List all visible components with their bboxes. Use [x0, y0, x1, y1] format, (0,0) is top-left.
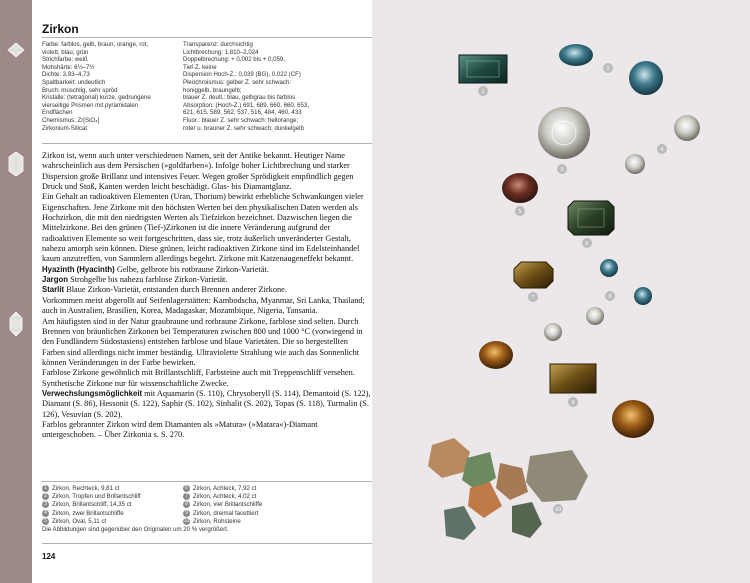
legend-left-column: [42, 485, 141, 526]
legend-number: 10: [183, 517, 190, 524]
legend-number: 3: [42, 501, 49, 508]
legend-text: Zirkon, Oval, 5,11 ct: [52, 517, 107, 525]
gem-8-four-brilliants: [544, 259, 652, 341]
legend-item: [42, 501, 141, 509]
svg-text:1: 1: [481, 89, 485, 95]
property-line: Kristalle: (tetragonal) kurze, gedrungene: [42, 94, 151, 102]
legend-number: 6: [183, 485, 190, 492]
tetragonal-crystal-icon: [6, 310, 26, 338]
gem-6-octagon: [568, 201, 614, 235]
svg-text:3: 3: [560, 167, 564, 173]
property-line: Lichtbrechung: 1,810–2,024: [183, 48, 259, 56]
svg-text:6: 6: [585, 241, 589, 247]
property-line: Transparenz: durchsichtig: [183, 41, 253, 48]
octahedron-crystal-icon: [6, 40, 26, 60]
variety-entry: [42, 285, 372, 295]
legend-item: [183, 501, 262, 509]
svg-text:10: 10: [554, 507, 562, 513]
property-line: Bruch: muschlig, sehr spröd: [42, 86, 118, 94]
property-line: Pleochroismus: gelber Z. sehr schwach:: [183, 78, 292, 86]
paragraph: Vorkommen meist abgerollt auf Seifenlagerstätten: Kambodscha, Myanmar, Sri Lanka, Thailand; auch in Australien, Brasilien, Korea, Madagaskar, Mozambique, Nigeria, Tansania.: [42, 295, 365, 316]
svg-text:2: 2: [606, 66, 610, 72]
variety-name: Jargon: [42, 275, 68, 285]
legend-number: 4: [42, 510, 49, 517]
variety-entry: [42, 275, 372, 285]
confusion-label: Verwechslungsmöglichkeit: [42, 388, 143, 398]
property-line: Chemismus: Zr[SiO₄]: [42, 116, 100, 124]
property-line: Spaltbarkeit: undeutlich: [42, 78, 106, 86]
svg-text:5: 5: [518, 209, 522, 215]
legend-text: Zirkon, Achteck, 4,02 ct: [193, 493, 257, 501]
book-spine: [0, 0, 32, 583]
property-line: violett, blau, grün: [42, 48, 89, 56]
legend-text: Zirkon, dreimal facettiert: [193, 509, 259, 517]
property-line: roter u. brauner Z. sehr schwach: dunkelgelb: [183, 124, 304, 132]
gem-5-oval: [502, 173, 538, 203]
svg-text:8: 8: [608, 294, 612, 300]
property-line: Absorption: (Hoch-Z.) 691, 689, 660, 660, 653,: [183, 101, 310, 109]
gem-3-brilliant: [538, 107, 590, 159]
property-line: Dichte: 3,93–4,73: [42, 71, 90, 79]
property-line: vierseitige Prismen mit pyramidalen: [42, 101, 139, 109]
property-line: Strichfarbe: weiß: [42, 56, 88, 64]
gemstone-illustration: [372, 0, 750, 583]
gem-7-octagon: [514, 262, 553, 288]
property-line: Mohshärte: 6½–7½: [42, 63, 95, 71]
legend-item: [183, 485, 262, 493]
gem-9-three-facetted: [479, 341, 654, 438]
legend-text: Zirkon, vier Brillantschliffe: [193, 501, 263, 509]
title-divider: [42, 37, 374, 38]
paragraph: Farblos gebrannter Zirkon wird dem Diamanten als »Matura« (»Matara«)-Diamant untergeschoben. – Über Zirkonia s. S. 270.: [42, 419, 318, 440]
legend-number: 7: [183, 493, 190, 500]
svg-text:4: 4: [660, 147, 664, 153]
property-line: Endflächen: [42, 109, 73, 117]
property-line: Fluor.: blauer Z. sehr schwach: hellorange;: [183, 116, 299, 124]
legend-text: Zirkon, Tropfen und Brillantschliff: [52, 493, 141, 501]
gemstone-photo-plate: [372, 0, 750, 583]
legend-number: 1: [42, 485, 49, 492]
property-line: Farbe: farblos, gelb, braun, orange, rot,: [42, 41, 149, 48]
legend-number: 5: [42, 518, 49, 525]
legend-number: 9: [183, 510, 190, 517]
legend-text: Zirkon, zwei Brillantschliffe: [52, 509, 124, 517]
gem-10-rough-stones: [428, 438, 588, 540]
legend-item: [183, 493, 262, 501]
variety-entry: [42, 265, 372, 275]
property-line: 621, 615, 589, 562, 537, 516, 484, 460, 433: [183, 109, 302, 117]
legend-text: Zirkon, Achteck, 7,92 ct: [193, 485, 257, 493]
paragraph: Farblose Zirkone gewöhnlich mit Brillantschliff, Farbsteine auch mit Treppenschliff versehen. Synthetische Zirkone nur für wissenschaftliche Zwecke.: [42, 368, 355, 388]
page-number: 124: [42, 552, 56, 561]
svg-text:9: 9: [571, 400, 575, 406]
gem-1-rectangle: [459, 55, 507, 83]
variety-name: Starlit: [42, 285, 65, 295]
page-title: Zirkon: [42, 22, 79, 36]
legend-text: Zirkon, Rechteck, 9,81 ct: [52, 485, 120, 493]
legend-item: [42, 485, 141, 493]
properties-divider: [42, 143, 374, 144]
variety-text: Gelbe, gelbrote bis rotbraune Zirkon-Varietät.: [116, 264, 269, 274]
paragraph: Zirkon ist, wenn auch unter verschiedenen Namen, seit der Antike bekannt. Heutiger Name wahrscheinlich aus dem Persischen (»goldfarben«). Infolge hoher Lichtbrechung und starker Dispersion große Brillanz und intensives Feuer. Wegen großer Sprödigkeit empfindlich gegen Druck und Stoß, Kanten werden leicht beschädigt. Glas- bis Diamantglanz.: [42, 151, 354, 192]
confusion-entry: [42, 389, 372, 420]
legend-item: [183, 510, 262, 518]
paragraph: Ein Gehalt an radioaktiven Elementen (Uran, Thorium) bewirkt erhebliche Schwankungen vieler Eigenschaften. Jene Zirkone mit den höchsten Werten bei den physikalischen Daten werden als Hochzirkon, die mit den niedrigsten Werten als Tiefzirkon bezeichnet. Dazwischen liegen die Mittelzirkone. Bei den grünen (Tief-)Zirkonen ist die innere Veränderung aufgrund der radioaktiven Elemente so weit fortgeschritten, dass sie, trotz äußerlich unveränderter Gestalt, nahezu amorph sein können. Diese grünen, leicht radioaktiven Zirkone sind im Edelsteinhandel kaum anzutreffen, von Sammlern allerdings begehrt. Zirkone mit Katzenaugeneffekt bekannt.: [42, 192, 364, 264]
variety-name: Hyazinth (Hyacinth): [42, 264, 115, 274]
prism-crystal-icon: [6, 150, 26, 178]
property-line: Doppelbrechung: + 0,002 bis + 0,059,: [183, 56, 285, 64]
properties-left-column: [42, 41, 192, 132]
property-line: Tief-Z. keine: [183, 63, 217, 71]
legend-right-column: [183, 485, 262, 526]
article-body: [42, 151, 372, 441]
confusion-text: mit Aquamarin (S. 110), Chrysoberyll (S. 114), Demantoid (S. 122), Diamant (S. 86), Hessonit (S. 122), Saphir (S. 102), Sinhalit (S. 202), Topas (S. 118), Turmalin (S. 126), Vesuvian (S. 202).: [42, 388, 371, 419]
properties-right-column: [183, 41, 373, 132]
paragraph: Am häufigsten sind in der Natur graubraune und rotbraune Zirkone, farblose sind selten. Durch Brennen von bräunlichen Zirkonen bei Temperaturen zwischen 800 und 1000 °C (vorwiegend in den Fundländern Südostasiens) entstehen farblose und blaue Varietäten. Die so hergestellten Farben sind allerdings nicht immer beständig. Ultraviolette Strahlung wie auch das Sonnenlicht können Veränderungen in der Farbe bewirken.: [42, 316, 363, 367]
text-page: [32, 0, 372, 583]
legend-text: Zirkon, Rohsteine: [193, 517, 241, 525]
variety-text: Strohgelbe bis nahezu farblose Zirkon-Varietät.: [70, 275, 228, 285]
property-line: Dispersion Hoch-Z.: 0,039 (BG), 0,022 (CF): [183, 71, 301, 79]
legend-item: [183, 518, 262, 526]
variety-text: Blaue Zirkon-Varietät, entstanden durch Brennen anderer Zirkone.: [66, 285, 287, 295]
scale-note: Die Abbildungen sind gegenüber den Originalen um 20 % vergrößert.: [42, 526, 229, 533]
footer-divider: [42, 543, 374, 544]
property-line: Zirkonium-Silicat: [42, 124, 88, 132]
legend-number: 8: [183, 501, 190, 508]
legend-number: 2: [42, 493, 49, 500]
property-line: blauer Z. deutl.: blau, gelbgrau bis farblos: [183, 94, 296, 102]
svg-text:7: 7: [531, 295, 535, 301]
legend-divider: [42, 481, 374, 482]
property-line: honiggelb, braungelb;: [183, 86, 242, 94]
legend-item: [42, 510, 141, 518]
legend-item: [42, 493, 141, 501]
legend-item: [42, 518, 141, 526]
legend-text: Zirkon, Brillantschliff, 14,35 ct: [52, 501, 132, 509]
